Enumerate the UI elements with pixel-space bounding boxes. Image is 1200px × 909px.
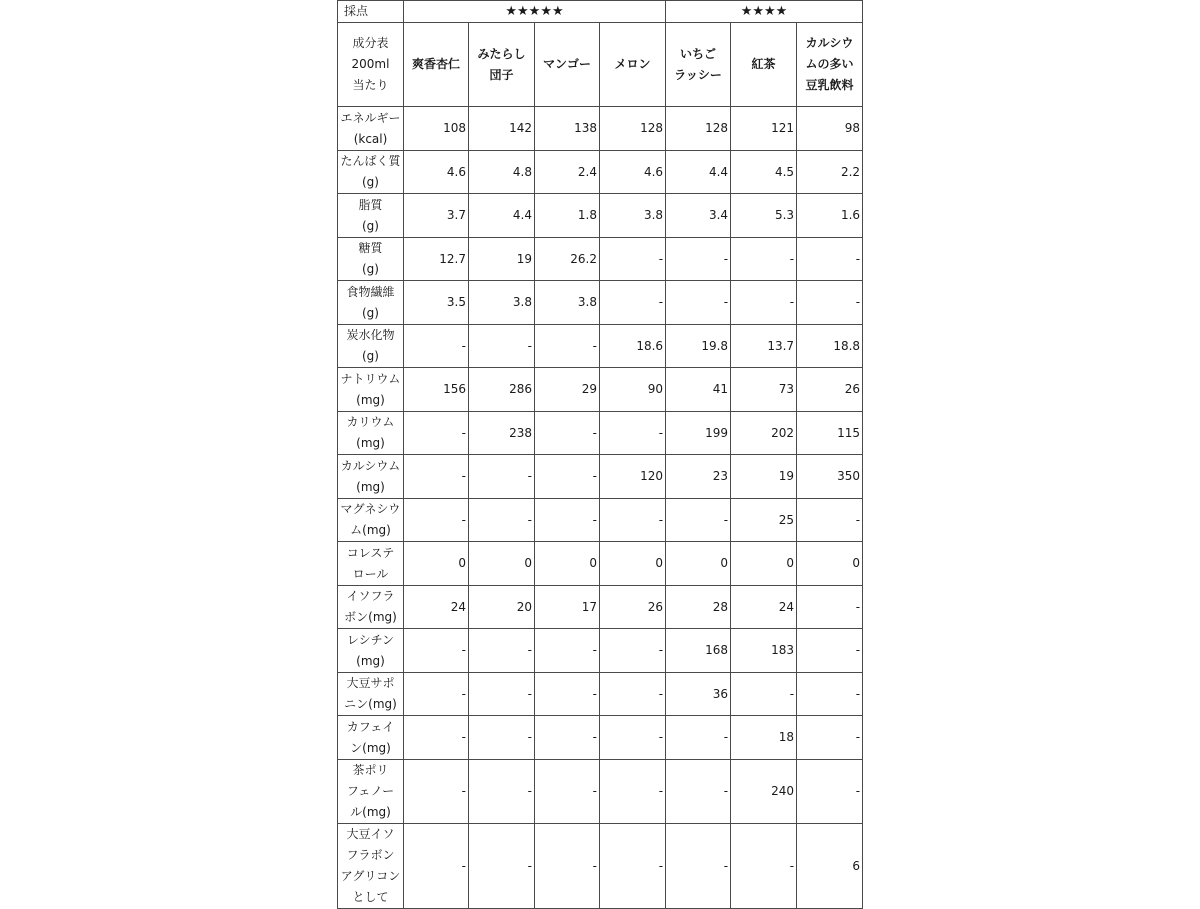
nutrient-value-cell: 12.7 — [404, 238, 469, 281]
nutrient-value-cell: - — [797, 499, 863, 542]
nutrient-label — [338, 716, 404, 760]
nutrient-value-cell: 168 — [666, 629, 731, 673]
nutrient-row — [338, 760, 863, 824]
nutrient-value-cell: - — [404, 716, 469, 760]
nutrient-value-cell: 36 — [666, 673, 731, 716]
nutrient-value-cell: - — [535, 455, 600, 499]
product-name-line: マンゴー — [542, 57, 591, 71]
nutrient-label — [338, 455, 404, 499]
nutrient-label — [338, 325, 404, 368]
nutrient-row — [338, 716, 863, 760]
nutrient-value-cell: 128 — [666, 107, 731, 151]
nutrient-value-cell: - — [666, 716, 731, 760]
nutrient-value-cell: - — [535, 325, 600, 368]
nutrient-value-cell: 13.7 — [731, 325, 797, 368]
nutrient-value-cell: - — [666, 281, 731, 325]
nutrient-value-cell: - — [731, 673, 797, 716]
nutrient-value-cell: 0 — [535, 542, 600, 586]
nutrient-label-line: (g) — [362, 349, 379, 363]
nutrient-label — [338, 281, 404, 325]
nutrient-value-cell: 0 — [666, 542, 731, 586]
nutrient-value-cell: 238 — [469, 412, 535, 455]
nutrient-value-cell: 29 — [535, 368, 600, 412]
nutrient-value-cell: 25 — [731, 499, 797, 542]
nutrient-value-cell: 2.4 — [535, 151, 600, 194]
nutrient-value-cell: 3.8 — [469, 281, 535, 325]
nutrient-row — [338, 281, 863, 325]
product-header-strawberry-lassi — [666, 23, 731, 107]
score-row — [338, 1, 863, 23]
nutrient-value-cell: 98 — [797, 107, 863, 151]
nutrient-value-cell: 17 — [535, 586, 600, 629]
nutrient-label — [338, 824, 404, 909]
nutrient-value-cell: 4.8 — [469, 151, 535, 194]
serving-header-line: 200ml — [351, 57, 390, 71]
nutrient-value-cell: - — [404, 629, 469, 673]
nutrient-label — [338, 238, 404, 281]
nutrient-label-line: 食物繊維 — [346, 284, 395, 299]
nutrient-value-cell: 0 — [469, 542, 535, 586]
serving-header-cell — [338, 23, 404, 107]
nutrient-value-cell: 0 — [731, 542, 797, 586]
score-label: 採点 — [338, 1, 404, 23]
nutrient-value-cell: - — [404, 325, 469, 368]
nutrient-value-cell: 138 — [535, 107, 600, 151]
nutrient-value-cell: 128 — [600, 107, 666, 151]
nutrient-label-line: フラボン — [346, 848, 395, 862]
nutrient-value-cell: - — [469, 629, 535, 673]
nutrient-row — [338, 673, 863, 716]
nutrient-value-cell: - — [535, 760, 600, 824]
nutrient-value-cell: - — [404, 673, 469, 716]
nutrient-value-cell: - — [600, 824, 666, 909]
nutrient-row — [338, 824, 863, 909]
nutrient-value-cell: 24 — [404, 586, 469, 629]
nutrient-label-line: ル(mg) — [350, 805, 391, 819]
nutrient-value-cell: 115 — [797, 412, 863, 455]
nutrient-label-line: (kcal) — [353, 131, 388, 146]
nutrient-label-line: 茶ポリ — [352, 763, 389, 777]
nutrient-value-cell: 3.5 — [404, 281, 469, 325]
nutrient-value-cell: 4.4 — [469, 194, 535, 238]
nutrient-value-cell: 156 — [404, 368, 469, 412]
product-name-line: 豆乳飲料 — [805, 78, 854, 92]
nutrient-value-cell: 240 — [731, 760, 797, 824]
nutrient-label — [338, 586, 404, 629]
nutrient-value-cell: 0 — [797, 542, 863, 586]
nutrient-value-cell: - — [600, 412, 666, 455]
nutrient-value-cell: 3.4 — [666, 194, 731, 238]
nutrient-value-cell: - — [600, 673, 666, 716]
nutrient-value-cell: 4.4 — [666, 151, 731, 194]
nutrient-value-cell: 90 — [600, 368, 666, 412]
nutrient-label — [338, 629, 404, 673]
nutrient-value-cell: - — [600, 281, 666, 325]
nutrient-value-cell: 3.8 — [600, 194, 666, 238]
product-name-line: ラッシー — [674, 67, 722, 82]
nutrient-value-cell: - — [535, 629, 600, 673]
nutrient-value-cell: - — [600, 238, 666, 281]
nutrient-label — [338, 194, 404, 238]
nutrient-label-line: ボン(mg) — [344, 610, 397, 624]
nutrient-label-line: (g) — [362, 218, 379, 233]
nutrient-row — [338, 455, 863, 499]
table-body — [338, 1, 863, 909]
nutrient-value-cell: - — [797, 238, 863, 281]
nutrient-value-cell: 350 — [797, 455, 863, 499]
nutrient-label-line: ム(mg) — [350, 523, 391, 537]
nutrient-value-cell: 19 — [469, 238, 535, 281]
nutrient-value-cell: 142 — [469, 107, 535, 151]
product-header-melon — [600, 23, 666, 107]
nutrient-value-cell: - — [666, 499, 731, 542]
nutrient-label-line: として — [352, 890, 389, 904]
product-name-line: カルシウ — [805, 36, 854, 50]
nutrient-value-cell: 18 — [731, 716, 797, 760]
nutrient-value-cell: 19 — [731, 455, 797, 499]
nutrient-label-line: レシチン — [346, 632, 395, 647]
nutrient-value-cell: - — [535, 824, 600, 909]
nutrient-value-cell: - — [535, 716, 600, 760]
nutrient-value-cell: 2.2 — [797, 151, 863, 194]
nutrient-value-cell: - — [404, 824, 469, 909]
nutrient-value-cell: - — [797, 673, 863, 716]
nutrient-value-cell: 286 — [469, 368, 535, 412]
nutrient-row — [338, 586, 863, 629]
nutrient-value-cell: 20 — [469, 586, 535, 629]
nutrient-row — [338, 238, 863, 281]
serving-header-line: 当たり — [352, 78, 389, 92]
nutrient-value-cell: - — [404, 499, 469, 542]
nutrient-value-cell: - — [731, 824, 797, 909]
product-name-line: メロン — [614, 57, 651, 71]
product-name-line: 紅茶 — [751, 57, 776, 71]
nutrient-label-line: (mg) — [356, 392, 385, 407]
nutrient-value-cell: 121 — [731, 107, 797, 151]
nutrient-value-cell: - — [600, 499, 666, 542]
nutrient-value-cell: 4.6 — [404, 151, 469, 194]
product-name-line: 団子 — [489, 67, 514, 82]
nutrient-value-cell: 26 — [797, 368, 863, 412]
nutrient-value-cell: 24 — [731, 586, 797, 629]
nutrient-value-cell: 3.7 — [404, 194, 469, 238]
nutrient-label — [338, 542, 404, 586]
nutrient-value-cell: - — [797, 281, 863, 325]
nutrient-value-cell: - — [666, 824, 731, 909]
nutrient-row — [338, 107, 863, 151]
nutrient-row — [338, 325, 863, 368]
nutrient-value-cell: - — [469, 455, 535, 499]
nutrient-value-cell: 108 — [404, 107, 469, 151]
nutrient-value-cell: - — [731, 238, 797, 281]
product-name-line: 爽香杏仁 — [411, 57, 460, 71]
nutrient-label — [338, 499, 404, 542]
nutrient-value-cell: 5.3 — [731, 194, 797, 238]
nutrient-value-cell: 6 — [797, 824, 863, 909]
nutrient-label-line: (mg) — [356, 653, 385, 668]
nutrient-value-cell: - — [797, 760, 863, 824]
nutrient-label-line: ロール — [352, 566, 389, 581]
nutrient-row — [338, 542, 863, 586]
nutrient-value-cell: - — [469, 760, 535, 824]
nutrient-value-cell: - — [600, 629, 666, 673]
rating-five-stars: ★★★★★ — [404, 1, 666, 23]
nutrient-label-line: (g) — [362, 305, 379, 320]
nutrient-value-cell: - — [404, 412, 469, 455]
nutrient-label — [338, 151, 404, 194]
nutrient-value-cell: 18.6 — [600, 325, 666, 368]
nutrient-label-line: イソフラ — [346, 589, 395, 603]
nutrient-value-cell: - — [535, 499, 600, 542]
nutrient-label-line: 糖質 — [358, 241, 383, 255]
nutrient-label-line: アグリコン — [340, 869, 401, 883]
nutrient-value-cell: 41 — [666, 368, 731, 412]
nutrient-value-cell: - — [666, 760, 731, 824]
product-header-annin — [404, 23, 469, 107]
nutrient-label-line: 大豆サポ — [346, 676, 395, 690]
nutrient-label-line: (mg) — [356, 436, 385, 450]
nutrient-value-cell: - — [797, 716, 863, 760]
nutrient-label-line: フェノー — [346, 784, 395, 798]
nutrient-value-cell: - — [797, 586, 863, 629]
nutrient-value-cell: 23 — [666, 455, 731, 499]
nutrient-value-cell: 1.8 — [535, 194, 600, 238]
nutrient-label-line: カルシウム — [340, 458, 401, 473]
nutrient-value-cell: - — [469, 673, 535, 716]
product-header-calcium-soy — [797, 23, 863, 107]
product-name-line: みたらし — [477, 46, 526, 61]
nutrient-label-line: カリウム — [346, 415, 395, 429]
nutrient-label-line: コレステ — [346, 545, 395, 560]
nutrient-value-cell: 183 — [731, 629, 797, 673]
nutrient-row — [338, 368, 863, 412]
nutrient-value-cell: 26 — [600, 586, 666, 629]
nutrient-value-cell: 0 — [404, 542, 469, 586]
nutrient-label-line: たんぱく質 — [340, 154, 401, 168]
nutrient-value-cell: - — [535, 673, 600, 716]
nutrient-value-cell: - — [731, 281, 797, 325]
nutrient-label-line: ナトリウム — [340, 371, 401, 386]
nutrient-row — [338, 412, 863, 455]
nutrient-label-line: (g) — [362, 262, 379, 276]
nutrient-label-line: マグネシウ — [340, 502, 401, 516]
nutrient-label-line: (mg) — [356, 479, 385, 494]
nutrient-value-cell: - — [666, 238, 731, 281]
nutrient-row — [338, 194, 863, 238]
nutrient-value-cell: - — [404, 760, 469, 824]
product-header-mitarashi — [469, 23, 535, 107]
nutrient-value-cell: 4.6 — [600, 151, 666, 194]
nutrient-value-cell: 19.8 — [666, 325, 731, 368]
nutrient-row — [338, 151, 863, 194]
product-header-mango — [535, 23, 600, 107]
nutrient-value-cell: 4.5 — [731, 151, 797, 194]
nutrient-label-line: ン(mg) — [350, 740, 391, 755]
nutrient-value-cell: 73 — [731, 368, 797, 412]
nutrient-value-cell: - — [797, 629, 863, 673]
nutrient-value-cell: 199 — [666, 412, 731, 455]
nutrient-value-cell: - — [469, 824, 535, 909]
nutrient-value-cell: - — [600, 760, 666, 824]
nutrition-table-sheet — [337, 0, 862, 909]
nutrient-value-cell: 202 — [731, 412, 797, 455]
nutrient-label — [338, 107, 404, 151]
nutrient-label — [338, 673, 404, 716]
nutrient-row — [338, 499, 863, 542]
nutrient-value-cell: - — [404, 455, 469, 499]
nutrient-label-line: 炭水化物 — [346, 328, 395, 342]
nutrient-label-line: 大豆イソ — [346, 827, 395, 841]
nutrient-value-cell: - — [469, 499, 535, 542]
nutrient-label-line: (g) — [362, 175, 379, 189]
nutrient-value-cell: 18.8 — [797, 325, 863, 368]
product-name-line: いちご — [680, 46, 717, 61]
nutrient-label-line: カフェイ — [346, 719, 395, 734]
nutrient-value-cell: 28 — [666, 586, 731, 629]
nutrient-value-cell: 120 — [600, 455, 666, 499]
nutrient-label — [338, 760, 404, 824]
rating-four-stars: ★★★★ — [666, 1, 863, 23]
nutrient-label — [338, 368, 404, 412]
nutrient-label-line: エネルギー — [340, 110, 401, 125]
nutrient-value-cell: 3.8 — [535, 281, 600, 325]
serving-header-line: 成分表 — [352, 36, 389, 50]
product-header-black-tea — [731, 23, 797, 107]
nutrient-row — [338, 629, 863, 673]
nutrient-label — [338, 412, 404, 455]
nutrition-table — [337, 0, 863, 909]
product-name-line: ムの多い — [805, 57, 854, 71]
nutrient-label-line: ニン(mg) — [344, 697, 397, 711]
nutrient-value-cell: 26.2 — [535, 238, 600, 281]
nutrient-value-cell: - — [600, 716, 666, 760]
nutrient-value-cell: - — [469, 716, 535, 760]
product-header-row — [338, 23, 863, 107]
nutrient-value-cell: 1.6 — [797, 194, 863, 238]
nutrient-value-cell: - — [469, 325, 535, 368]
nutrient-value-cell: - — [535, 412, 600, 455]
nutrient-label-line: 脂質 — [358, 197, 383, 212]
nutrient-value-cell: 0 — [600, 542, 666, 586]
